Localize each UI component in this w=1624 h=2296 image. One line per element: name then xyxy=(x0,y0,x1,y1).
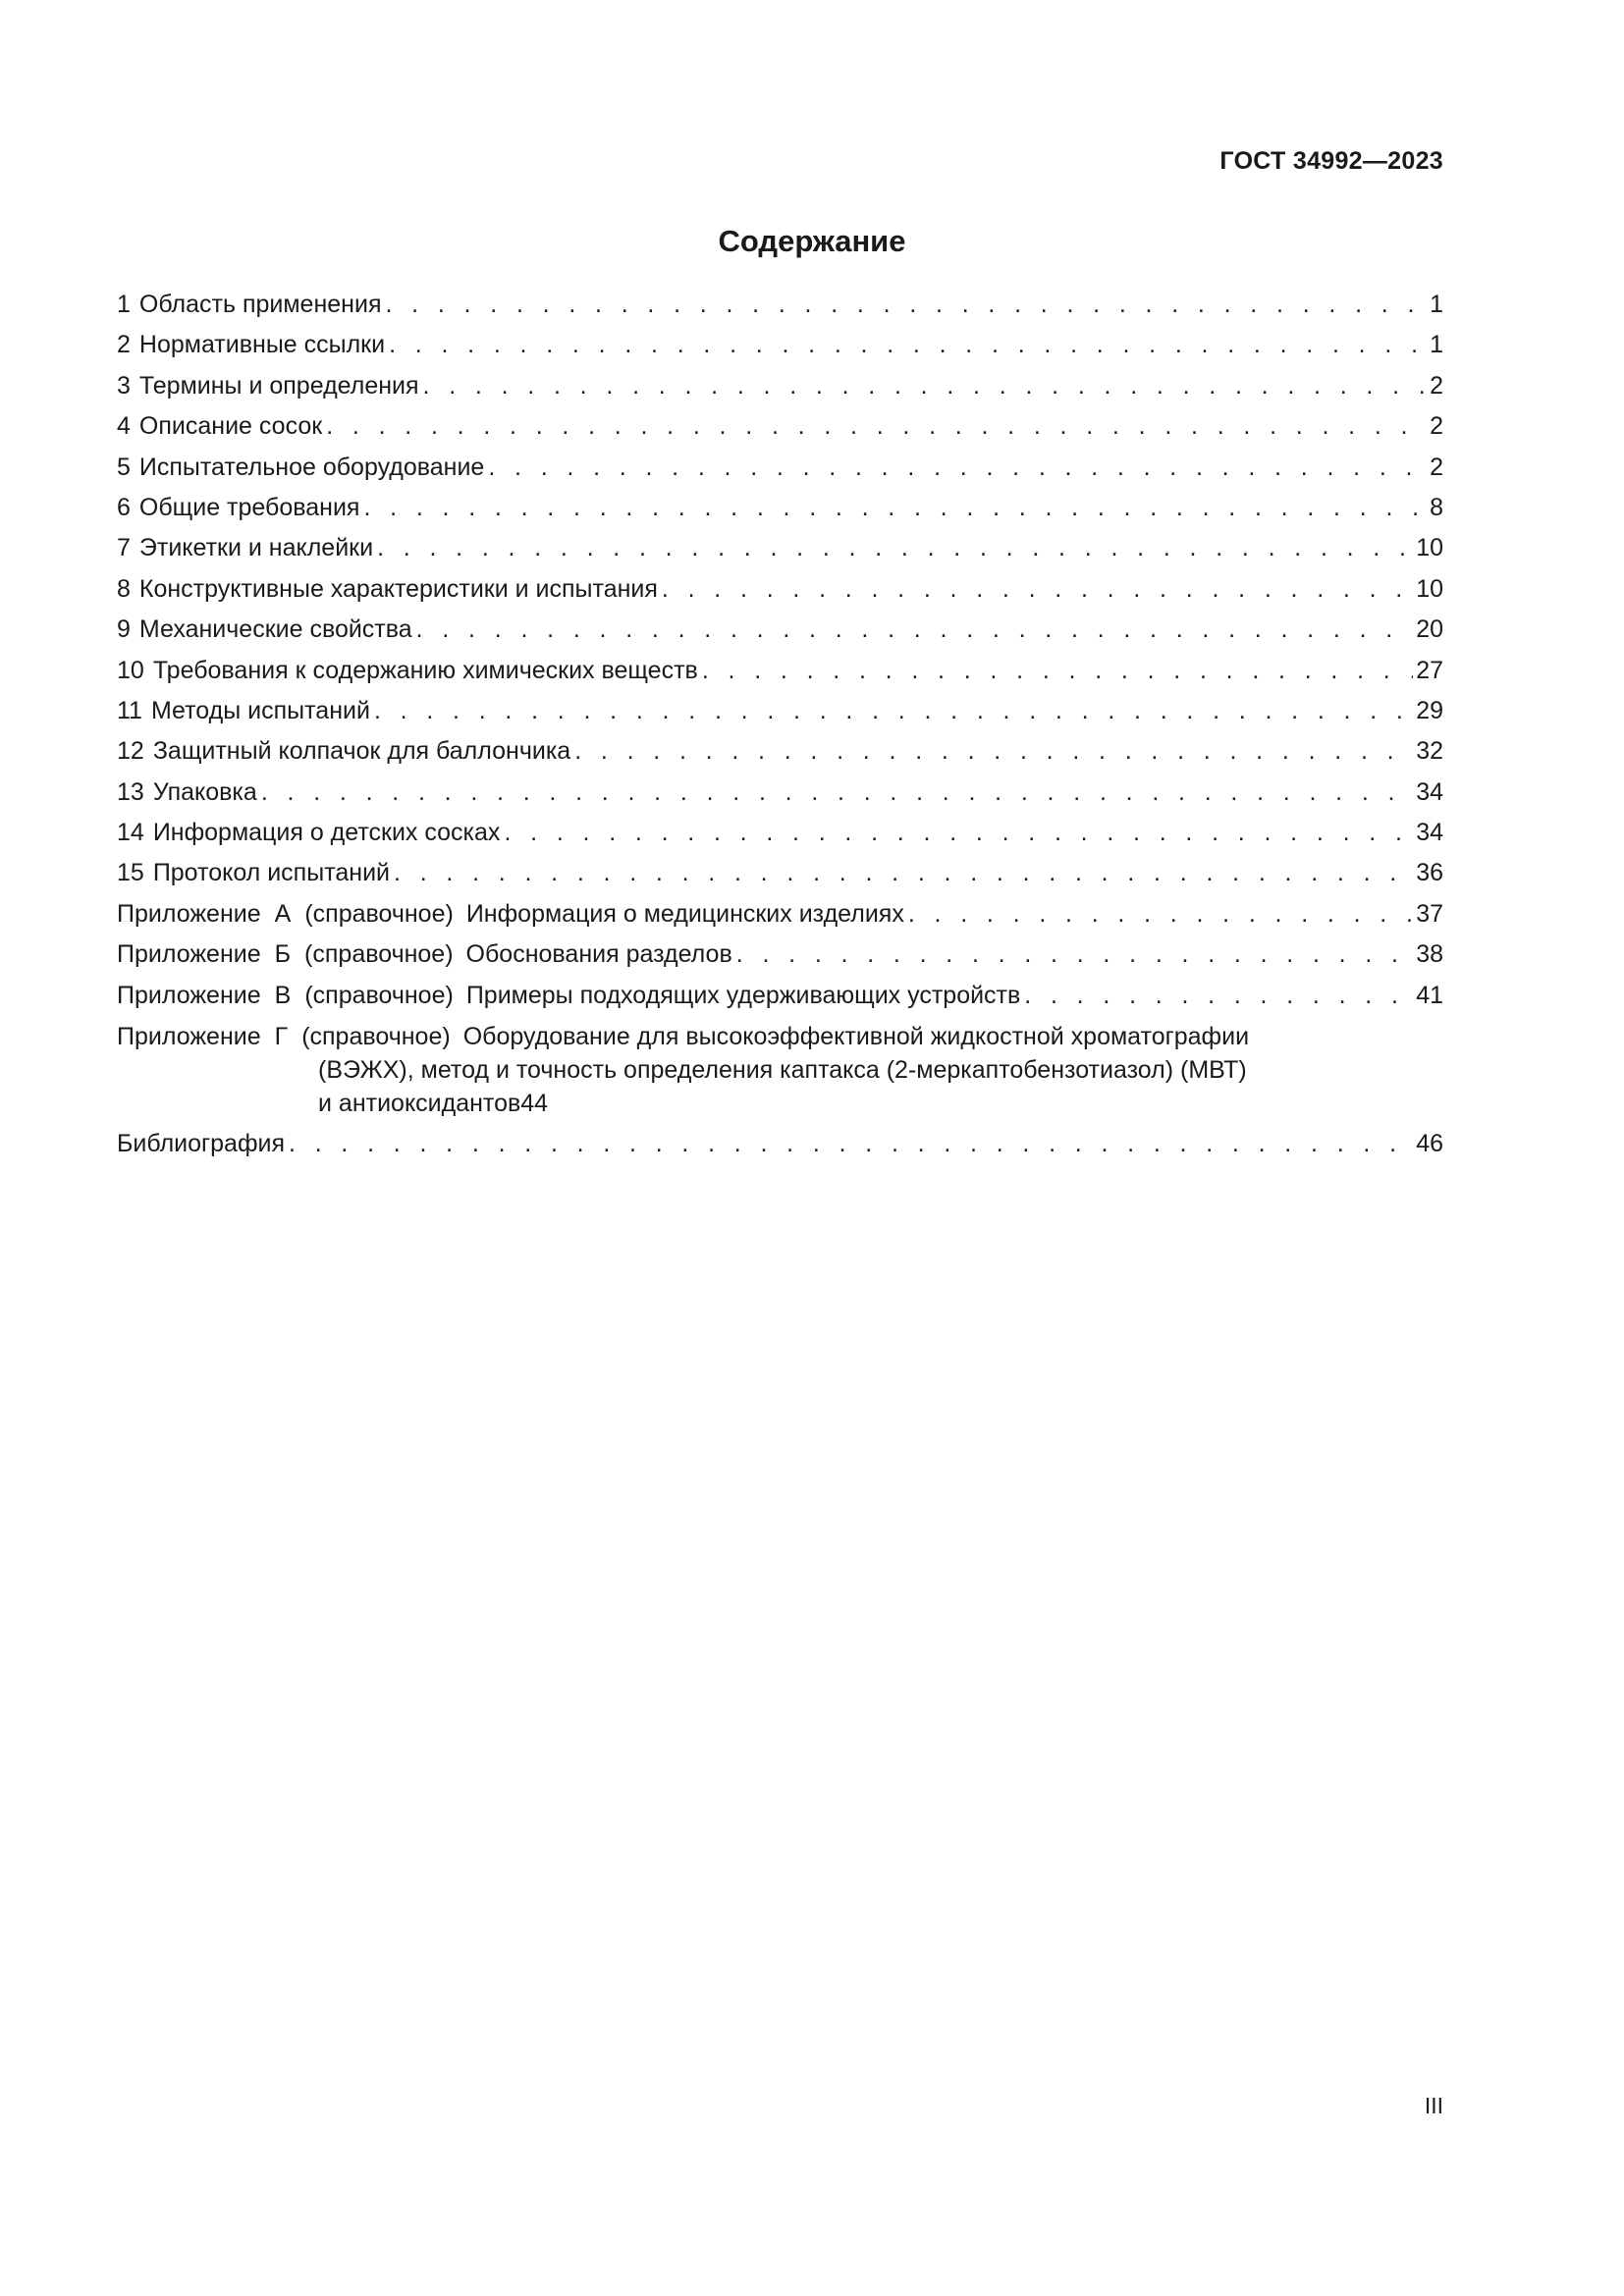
toc-entry-12[interactable] xyxy=(117,731,1443,772)
toc-entry-page: 2 xyxy=(1430,412,1443,441)
toc-entry-7[interactable] xyxy=(117,528,1443,568)
toc-entry-1[interactable] xyxy=(117,285,1443,325)
toc-entry-15[interactable] xyxy=(117,853,1443,893)
annex-letter: Г xyxy=(274,1023,289,1051)
toc-entry-number: 2 xyxy=(117,331,131,359)
dot-leader xyxy=(574,731,1413,772)
toc-entry-8[interactable] xyxy=(117,569,1443,610)
toc-entry-title: Упаковка xyxy=(152,777,257,806)
toc-entry-14[interactable] xyxy=(117,813,1443,853)
dot-leader xyxy=(374,691,1413,731)
annex-kind: (справочное) xyxy=(304,899,454,928)
annex-prefix: Приложение xyxy=(117,940,261,969)
dot-leader xyxy=(363,488,1427,528)
toc-entry-page: 34 xyxy=(1416,819,1443,847)
toc-entry-page: 2 xyxy=(1430,371,1443,400)
toc-bibliography[interactable] xyxy=(117,1124,1443,1164)
bibliography-page: 46 xyxy=(1416,1130,1443,1158)
toc-entry-title: Испытательное оборудование xyxy=(138,453,485,481)
toc-entry-page: 8 xyxy=(1430,493,1443,521)
toc-entry-title: Общие требования xyxy=(138,493,360,521)
toc-entry-number: 5 xyxy=(117,453,131,481)
dot-leader xyxy=(702,651,1413,691)
annex-title: Информация о медицинских изделиях xyxy=(465,899,904,928)
toc-entry-page: 1 xyxy=(1430,291,1443,318)
toc-entry-11[interactable] xyxy=(117,691,1443,731)
toc-entry-page: 34 xyxy=(1416,777,1443,806)
annex-title-line-2: (ВЭЖХ), метод и точность определения каптакса (2-меркаптобензотиазол) (МВТ) xyxy=(318,1056,1247,1085)
toc-entry-6[interactable] xyxy=(117,488,1443,528)
table-of-contents xyxy=(117,285,1443,1164)
toc-entry-page: 36 xyxy=(1416,859,1443,887)
toc-entry-title: Методы испытаний xyxy=(150,696,370,724)
toc-entry-10[interactable] xyxy=(117,651,1443,691)
annex-page: 38 xyxy=(1416,940,1443,969)
document-standard-id: ГОСТ 34992—2023 xyxy=(1219,147,1443,175)
annex-kind: (справочное) xyxy=(304,981,454,1009)
toc-entry-title: Описание сосок xyxy=(138,412,323,441)
toc-entry-number: 15 xyxy=(117,859,144,887)
toc-entry-number: 1 xyxy=(117,291,131,318)
toc-annex-b[interactable] xyxy=(117,934,1443,975)
annex-prefix: Приложение xyxy=(117,981,261,1009)
toc-entry-page: 10 xyxy=(1416,574,1443,603)
bibliography-title: Библиография xyxy=(117,1130,286,1158)
toc-entry-number: 6 xyxy=(117,493,131,521)
toc-annex-g[interactable] xyxy=(117,1020,1443,1120)
dot-leader xyxy=(385,285,1427,325)
toc-entry-title: Область применения xyxy=(138,291,382,318)
dot-leader xyxy=(736,934,1413,975)
page-number: III xyxy=(1424,2093,1443,2118)
toc-entry-title: Этикетки и наклейки xyxy=(138,534,374,562)
annex-page: 37 xyxy=(1416,899,1443,928)
dot-leader xyxy=(394,853,1413,893)
dot-leader xyxy=(377,528,1413,568)
toc-entry-number: 8 xyxy=(117,574,131,603)
dot-leader xyxy=(504,813,1413,853)
toc-entry-9[interactable] xyxy=(117,610,1443,650)
dot-leader xyxy=(389,325,1427,365)
toc-entry-page: 32 xyxy=(1416,737,1443,766)
toc-entry-page: 10 xyxy=(1416,534,1443,562)
toc-entry-number: 12 xyxy=(117,737,144,766)
annex-letter: Б xyxy=(274,940,292,969)
dot-leader xyxy=(289,1124,1413,1164)
toc-entry-title: Протокол испытаний xyxy=(152,859,390,887)
toc-entry-page: 27 xyxy=(1416,656,1443,684)
dot-leader xyxy=(1024,976,1413,1016)
toc-entry-number: 13 xyxy=(117,777,144,806)
toc-entry-2[interactable] xyxy=(117,325,1443,365)
dot-leader xyxy=(261,773,1413,813)
toc-entry-title: Термины и определения xyxy=(138,371,419,400)
dot-leader xyxy=(326,406,1427,447)
annex-kind: (справочное) xyxy=(301,1023,451,1051)
dot-leader xyxy=(416,610,1414,650)
toc-entry-number: 3 xyxy=(117,371,131,400)
toc-entry-number: 14 xyxy=(117,819,144,847)
toc-entry-number: 4 xyxy=(117,412,131,441)
toc-entry-3[interactable] xyxy=(117,366,1443,406)
dot-leader xyxy=(488,448,1427,488)
annex-title: Примеры подходящих удерживающих устройств xyxy=(465,981,1021,1009)
toc-entry-13[interactable] xyxy=(117,773,1443,813)
toc-annex-a[interactable] xyxy=(117,894,1443,934)
toc-annex-v[interactable] xyxy=(117,976,1443,1016)
annex-title-line-1: Оборудование для высокоэффективной жидкостной хроматографии xyxy=(462,1023,1250,1051)
toc-entry-page: 29 xyxy=(1416,696,1443,724)
toc-entry-title: Механические свойства xyxy=(138,615,412,644)
annex-page: 44 xyxy=(520,1090,549,1118)
toc-entry-title: Защитный колпачок для баллончика xyxy=(152,737,571,766)
annex-kind: (справочное) xyxy=(304,940,454,969)
annex-title: Обоснования разделов xyxy=(465,940,732,969)
toc-title: Содержание xyxy=(718,224,906,258)
dot-leader xyxy=(662,569,1413,610)
toc-entry-title: Требования к содержанию химических веществ xyxy=(152,656,698,684)
annex-title-line-3: и антиоксидантов xyxy=(318,1090,521,1118)
annex-letter: В xyxy=(274,981,292,1009)
annex-page: 41 xyxy=(1416,981,1443,1009)
annex-prefix: Приложение xyxy=(117,899,261,928)
toc-entry-title: Конструктивные характеристики и испытания xyxy=(138,574,658,603)
toc-entry-number: 10 xyxy=(117,656,144,684)
dot-leader xyxy=(423,366,1428,406)
toc-entry-page: 2 xyxy=(1430,453,1443,481)
toc-entry-4[interactable] xyxy=(117,406,1443,447)
toc-entry-page: 1 xyxy=(1430,331,1443,359)
toc-entry-title: Информация о детских сосках xyxy=(152,819,501,847)
toc-entry-number: 11 xyxy=(117,696,142,724)
dot-leader xyxy=(908,894,1413,934)
toc-entry-page: 20 xyxy=(1416,615,1443,644)
toc-entry-5[interactable] xyxy=(117,448,1443,488)
annex-prefix: Приложение xyxy=(117,1023,261,1051)
annex-letter: А xyxy=(274,899,292,928)
toc-entry-number: 9 xyxy=(117,615,131,644)
toc-entry-title: Нормативные ссылки xyxy=(138,331,386,359)
toc-entry-number: 7 xyxy=(117,534,131,562)
